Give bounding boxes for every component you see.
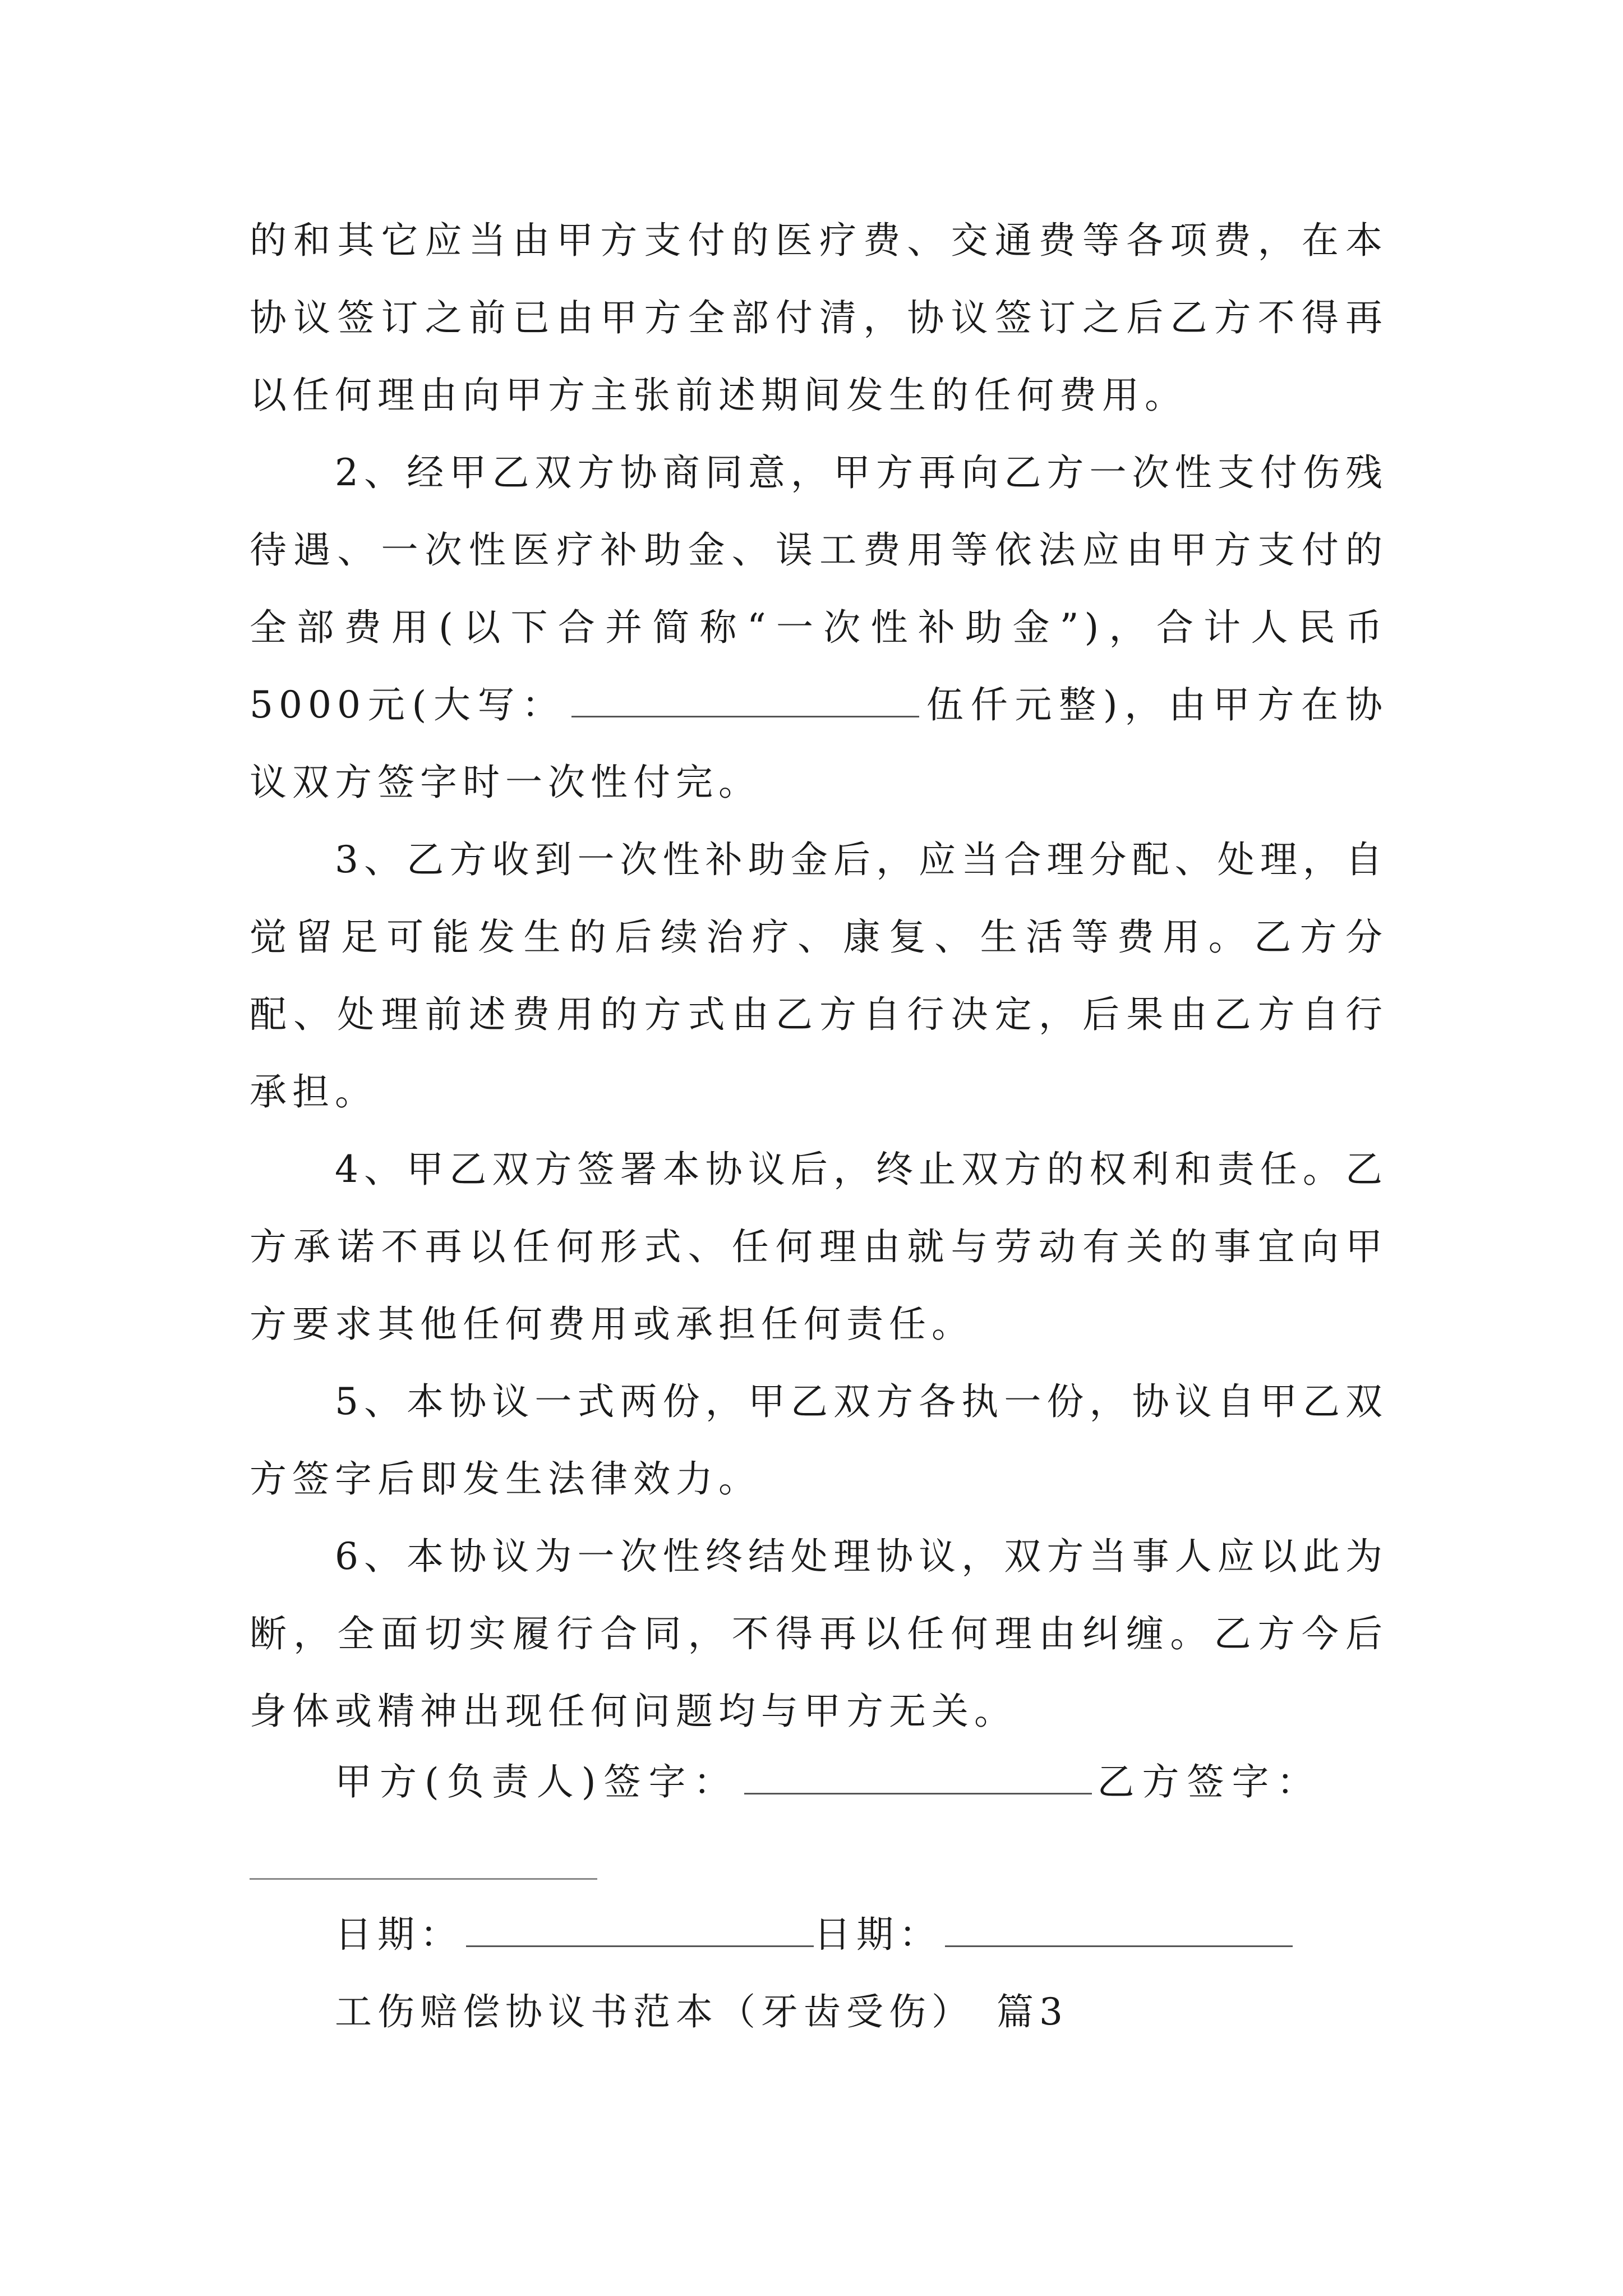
party-a-date-blank [466,1908,814,1947]
party-a-date-label: 日期： [335,1913,463,1956]
party-b-signature-label: 乙方签字： [1097,1760,1322,1803]
next-section-part-label: 篇3 [997,1990,1068,2033]
party-a-signature-label: 甲方(负责人)签字： [335,1760,739,1803]
amount-in-words-blank [571,679,919,717]
clause-6: 6、本协议为一次性终结处理协议，双方当事人应以此为断，全面切实履行合同，不得再以任何理由纠缠。乙方今后身体或精神出现任何问题均与甲方无关。 [250,1535,1388,1733]
next-section-heading [250,1973,1388,2051]
next-section-title: 工伤赔偿协议书范本（牙齿受伤） [335,1990,974,2033]
clause-2-text-before-blank: 2、经甲乙双方协商同意，甲方再向乙方一次性支付伤残待遇、一次性医疗补助金、误工费用等依法应由甲方支付的全部费用(以下合并简称“一次性补助金”)，合计人民币5000元(大写： [250,451,1388,726]
clause-3: 3、乙方收到一次性补助金后，应当合理分配、处理，自觉留足可能发生的后续治疗、康复、生活等费用。乙方分配、处理前述费用的方式由乙方自行决定，后果由乙方自行承担。 [250,838,1388,1114]
party-b-date-label: 日期： [814,1913,942,1956]
signature-row [250,1743,1388,1821]
clause-5: 5、本协议一式两份，甲乙双方各执一份，协议自甲乙双方签字后即发生法律效力。 [250,1380,1388,1501]
clause-2 [250,434,1388,821]
date-row [250,1896,1388,1973]
clause-2-text-after-blank: 伍仟元整)，由甲方在协议双方签字时一次性付完。 [250,683,1388,804]
continuation-paragraph: 的和其它应当由甲方支付的医疗费、交通费等各项费，在本协议签订之前已由甲方全部付清，协议签订之后乙方不得再以任何理由向甲方主张前述期间发生的任何费用。 [250,219,1388,417]
agreement-body [250,202,1388,1750]
clause-4: 4、甲乙双方签署本协议后，终止双方的权利和责任。乙方承诺不再以任何形式、任何理由就与劳动有关的事宜向甲方要求其他任何费用或承担任何责任。 [250,1148,1388,1346]
party-a-signature-blank [744,1756,1092,1795]
party-b-date-blank [945,1908,1293,1947]
party-b-signature-blank [250,1878,597,1880]
